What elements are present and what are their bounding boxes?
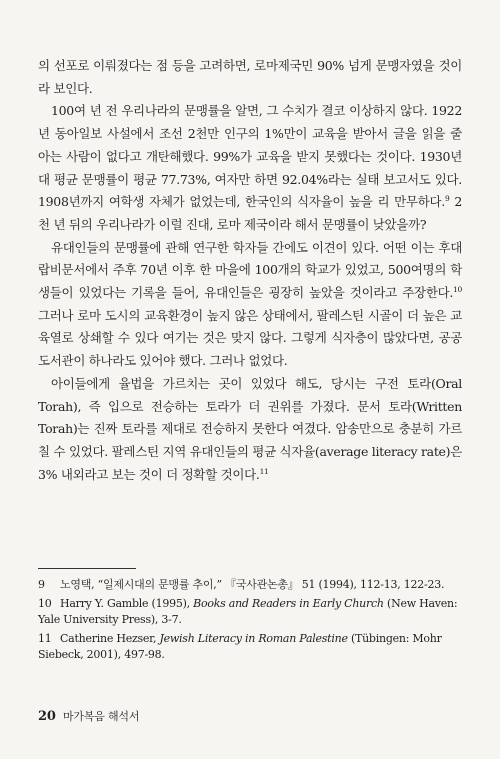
- text-run: 100여 년 전 우리나라의 문맹률을 알면, 그 수치가 결코 이상하지 않다. 1922년 동아일보 사설에서 조선 2천만 인구의 1%만이 교육을 받아서 글을 읽을 줄 아는 사람이 없다고 개탄해했다. 99%가 교육을 받지 못했다는 것이다. 1930년대 평균 문맹률이 평균 77.73%, 여자만 하면 92.04%라는 실태 보고서도 있다. 1908년까지 여학생 자체가 없었는데, 한국인의 식자율이 높을 리 만무하다.: [38, 103, 462, 210]
- paragraph: [38, 100, 462, 236]
- text-run: 노영택, “일제시대의 문맹률 추이,” 『국사관논총』 51 (1994), 112-13, 122-23.: [60, 578, 445, 591]
- footnote: [38, 631, 462, 664]
- footnote-ref: 9: [444, 194, 450, 204]
- book-title-italic: Jewish Literacy in Roman Palestine: [159, 631, 348, 645]
- text-run: Harry Y. Gamble (1995),: [60, 596, 194, 610]
- book-title-italic: Books and Readers in Early Church: [193, 596, 384, 610]
- text-run: 유대인들의 문맹률에 관해 연구한 학자들 간에도 이견이 있다. 어떤 이는 후대 랍비문서에서 주후 70년 이후 한 마을에 100개의 학교가 있었고, 500여명의 학생들이 있었다는 기록을 들어, 유대인들은 굉장히 높았을 것이라고 주장한다.: [38, 239, 462, 301]
- text-run: 그러나 로마 도시의 교육환경이 높지 않은 상태에서, 팔레스틴 시골이 더 높은 교육열로 상쇄할 수 있다 여기는 것은 맞지 않다. 그렇게 식자층이 많았다면, 공공도서관이 하나라도 있어야 했다. 그러나 없었다.: [38, 307, 462, 369]
- running-title: 마가복음 해석서: [63, 710, 140, 723]
- page-number: 20: [38, 709, 56, 724]
- text-run: 2천 년 뒤의 우리나라가 이럴 진대, 로마 제국이라 해서 문맹률이 낮았을까?: [38, 194, 462, 232]
- text-run: Catherine Hezser,: [60, 631, 160, 645]
- footnote-divider: [38, 568, 136, 569]
- footnote-ref: 11: [259, 466, 269, 476]
- text-run: 아이들에게 율법을 가르치는 곳이 있었다 해도, 당시는 구전 토라(Oral Torah), 즉 입으로 전승하는 토라가 더 권위를 가졌다. 문서 토라(Written Torah)는 진짜 토라를 제대로 전승하지 못한다 여겼다. 암송만으로 충분히 가르칠 수 있었다. 팔레스틴 지역 유대인들의 평균 식자율(average literacy rate)은 3% 내외라고 보는 것이 더 정확할 것이다.: [38, 375, 462, 482]
- footnote: [38, 596, 462, 629]
- paragraph: [38, 373, 462, 487]
- text-run: (Tübingen: Mohr Siebeck, 2001), 497-98.: [38, 631, 442, 661]
- footnote-ref: 10: [453, 284, 462, 294]
- footnote-number: 9: [38, 578, 45, 591]
- main-text: [38, 55, 462, 486]
- text-run: (New Haven: Yale University Press), 3-7.: [38, 596, 458, 626]
- footnote: [38, 577, 462, 594]
- footnote-number: 11: [38, 631, 52, 645]
- paragraph: [38, 237, 462, 373]
- footnote-number: 10: [38, 596, 52, 610]
- text-run: 의 선포로 이뤄졌다는 점 등을 고려하면, 로마제국민 90% 넘게 문맹자였을 것이라 보인다.: [38, 58, 462, 96]
- page-footer: [38, 708, 139, 724]
- paragraph: [38, 55, 462, 100]
- footnotes: [38, 577, 462, 666]
